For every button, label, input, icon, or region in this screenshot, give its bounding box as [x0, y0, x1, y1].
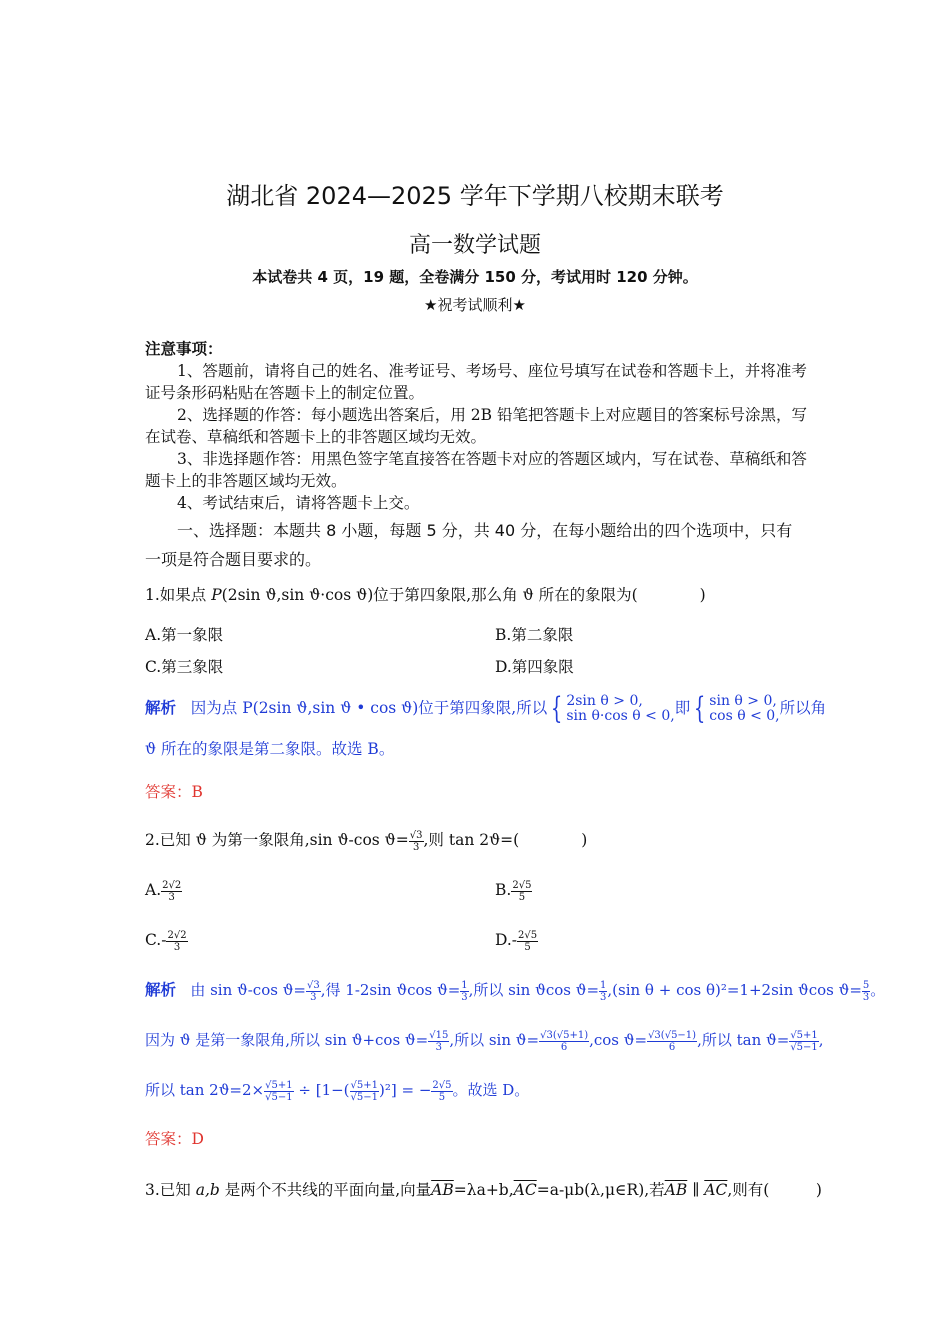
q1-option-c: C.第三象限: [145, 658, 224, 676]
note-item-4: 4、考试结束后，请将答题卡上交。: [177, 494, 420, 512]
q1-analysis-line-1: 解析 因为点 P(2sin ϑ,sin ϑ • cos ϑ)位于第四象限,所以 { 2sin θ > 0, sin θ·cos θ < 0, 即 { sin θ > 0, cos θ < 0, 所以角: [145, 691, 827, 726]
q2-analysis-line-2: 因为 ϑ 是第一象限角,所以 sin ϑ+cos ϑ= $\frac{√15}{3}$ ,所以 sin ϑ= $\frac{√3(√5+1)}{6}$ ,cos ϑ= $\frac{√3(√5-1)}{6}$ ,所以 tan ϑ= $\frac{√5+1}{√5-1}$ ,: [145, 1029, 824, 1053]
q2-analysis-line-1: 解析 由 sin ϑ-cos ϑ= $\frac{√3}{3}$ ,得 1-2sin ϑcos ϑ= $\frac{1}{3}$ ,所以 sin ϑcos ϑ= $\frac{1}{3}$ ,(sin θ + cos θ)²=1+2sin ϑcos ϑ= $\frac{5}{3}$ 。: [145, 979, 886, 1003]
notes-heading: 注意事项：: [145, 339, 223, 358]
exam-info: 本试卷共 4 页，19 题，全卷满分 150 分，考试用时 120 分钟。: [252, 268, 698, 286]
analysis-label: 解析: [145, 699, 177, 717]
q2-option-d: D.- $\frac{2√5}{5}$: [495, 929, 538, 953]
q1-analysis-line-2: ϑ 所在的象限是第二象限。故选 B。: [145, 740, 395, 758]
question-2-stem: 2.已知 ϑ 为第一象限角,sin ϑ-cos ϑ= $\frac{√3}{3}$ ,则 tan 2ϑ=( ): [145, 829, 588, 853]
exam-subtitle: 高一数学试题: [408, 233, 541, 258]
q2-option-b: B. $\frac{2√5}{5}$: [495, 879, 532, 903]
good-luck-line: ★祝考试顺利★: [424, 296, 526, 314]
question-3-stem: 3.已知 a,b 是两个不共线的平面向量,向量$\overline{AB}=\lambda a+b,\overline{AC}=a-\mu b(\lambda,\mu\in R)$,若$\overline{AB}$ ∥ $\overline{AC}$,则有( ): [145, 1181, 822, 1199]
note-item-3: 3、非选择题作答：用黑色签字笔直接答在答题卡对应的答题区域内，写在试卷、草稿纸和答题卡上的非答题区域均无效。: [145, 450, 807, 490]
q2-analysis-line-3: 所以 tan 2ϑ=2× $\frac{√5+1}{√5-1}$ ÷ [1−( $\frac{√5+1}{√5-1}$ )²] = − $\frac{2√5}{5}$ 。故选 D。: [145, 1079, 530, 1103]
q1-answer: 答案：B: [145, 783, 203, 801]
q2-option-a: A. $\frac{2√2}{3}$: [145, 879, 182, 903]
q2-answer: 答案：D: [145, 1130, 204, 1148]
section-heading: 一、选择题：本题共 8 小题，每题 5 分，共 40 分，在每小题给出的四个选项中，只有一项是符合题目要求的。: [145, 521, 793, 569]
analysis-label: 解析: [145, 981, 177, 999]
q2-option-c: C.- $\frac{2√2}{3}$: [145, 929, 187, 953]
q1-option-a: A.第一象限: [145, 626, 224, 644]
q1-option-b: B.第二象限: [495, 626, 574, 644]
question-1-stem: 1.如果点 P(2sin ϑ,sin ϑ·cos ϑ)位于第四象限,那么角 ϑ 所在的象限为( ): [145, 586, 706, 604]
q1-option-d: D.第四象限: [495, 658, 574, 676]
note-item-2: 2、选择题的作答：每小题选出答案后，用 2B 铅笔把答题卡上对应题目的答案标号涂黑，写在试卷、草稿纸和答题卡上的非答题区域均无效。: [145, 406, 807, 446]
note-item-1: 1、答题前，请将自己的姓名、准考证号、考场号、座位号填写在试卷和答题卡上，并将准考证号条形码粘贴在答题卡上的制定位置。: [145, 362, 807, 402]
exam-title: 湖北省 2024—2025 学年下学期八校期末联考: [226, 182, 724, 210]
